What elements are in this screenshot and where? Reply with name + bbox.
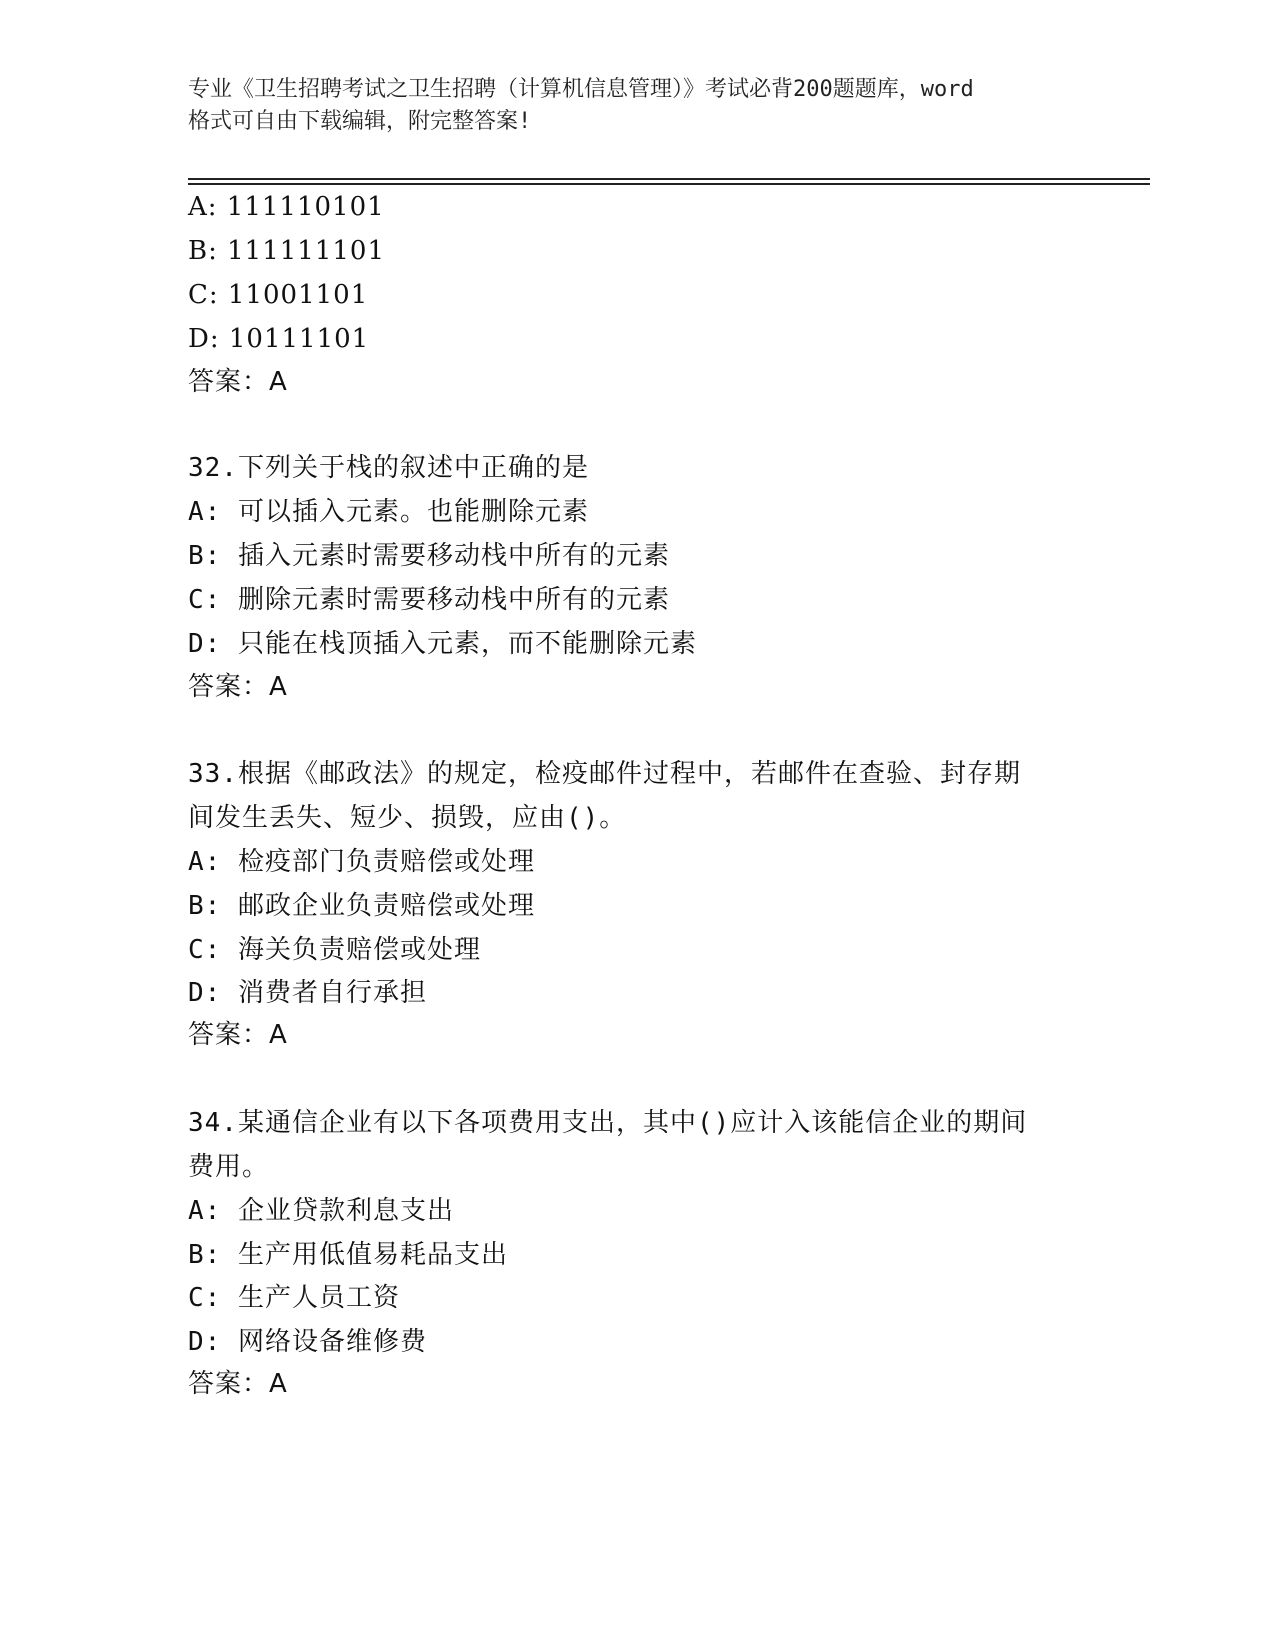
option-a: A: 可以插入元素。也能删除元素 [188, 497, 589, 527]
document-header [188, 74, 1088, 138]
option-b: B: 111111101 [188, 236, 386, 266]
answer-label: 答案：A [188, 1369, 288, 1399]
header-divider-bottom [188, 183, 1150, 185]
answer-label: 答案：A [188, 367, 288, 397]
option-c: C: 生产人员工资 [188, 1283, 400, 1313]
answer-label: 答案：A [188, 672, 288, 702]
question-text: 32.下列关于栈的叙述中正确的是 [188, 453, 589, 483]
option-a: A: 111110101 [188, 192, 385, 222]
option-c: C: 11001101 [188, 280, 369, 310]
question-text-line-2: 间发生丢失、短少、损毁，应由()。 [188, 803, 627, 833]
header-divider-top [188, 178, 1150, 180]
option-a: A: 企业贷款利息支出 [188, 1196, 454, 1226]
question-text-line-1: 33.根据《邮政法》的规定，检疫邮件过程中，若邮件在查验、封存期 [188, 759, 1021, 789]
question-text-line-2: 费用。 [188, 1152, 270, 1182]
header-line-2: 格式可自由下载编辑，附完整答案! [188, 109, 532, 134]
answer-label: 答案：A [188, 1020, 288, 1050]
option-d: D: 只能在栈顶插入元素，而不能删除元素 [188, 629, 697, 659]
option-b: B: 生产用低值易耗品支出 [188, 1240, 508, 1270]
option-c: C: 删除元素时需要移动栈中所有的元素 [188, 585, 670, 615]
option-a: A: 检疫部门负责赔偿或处理 [188, 847, 535, 877]
header-line-1: 专业《卫生招聘考试之卫生招聘（计算机信息管理）》考试必背200题题库，word [188, 77, 974, 102]
option-b: B: 插入元素时需要移动栈中所有的元素 [188, 541, 670, 571]
option-d: D: 10111101 [188, 324, 370, 354]
option-d: D: 消费者自行承担 [188, 978, 427, 1008]
option-b: B: 邮政企业负责赔偿或处理 [188, 891, 535, 921]
option-d: D: 网络设备维修费 [188, 1327, 427, 1357]
question-text-line-1: 34.某通信企业有以下各项费用支出，其中()应计入该能信企业的期间 [188, 1108, 1028, 1138]
option-c: C: 海关负责赔偿或处理 [188, 935, 481, 965]
